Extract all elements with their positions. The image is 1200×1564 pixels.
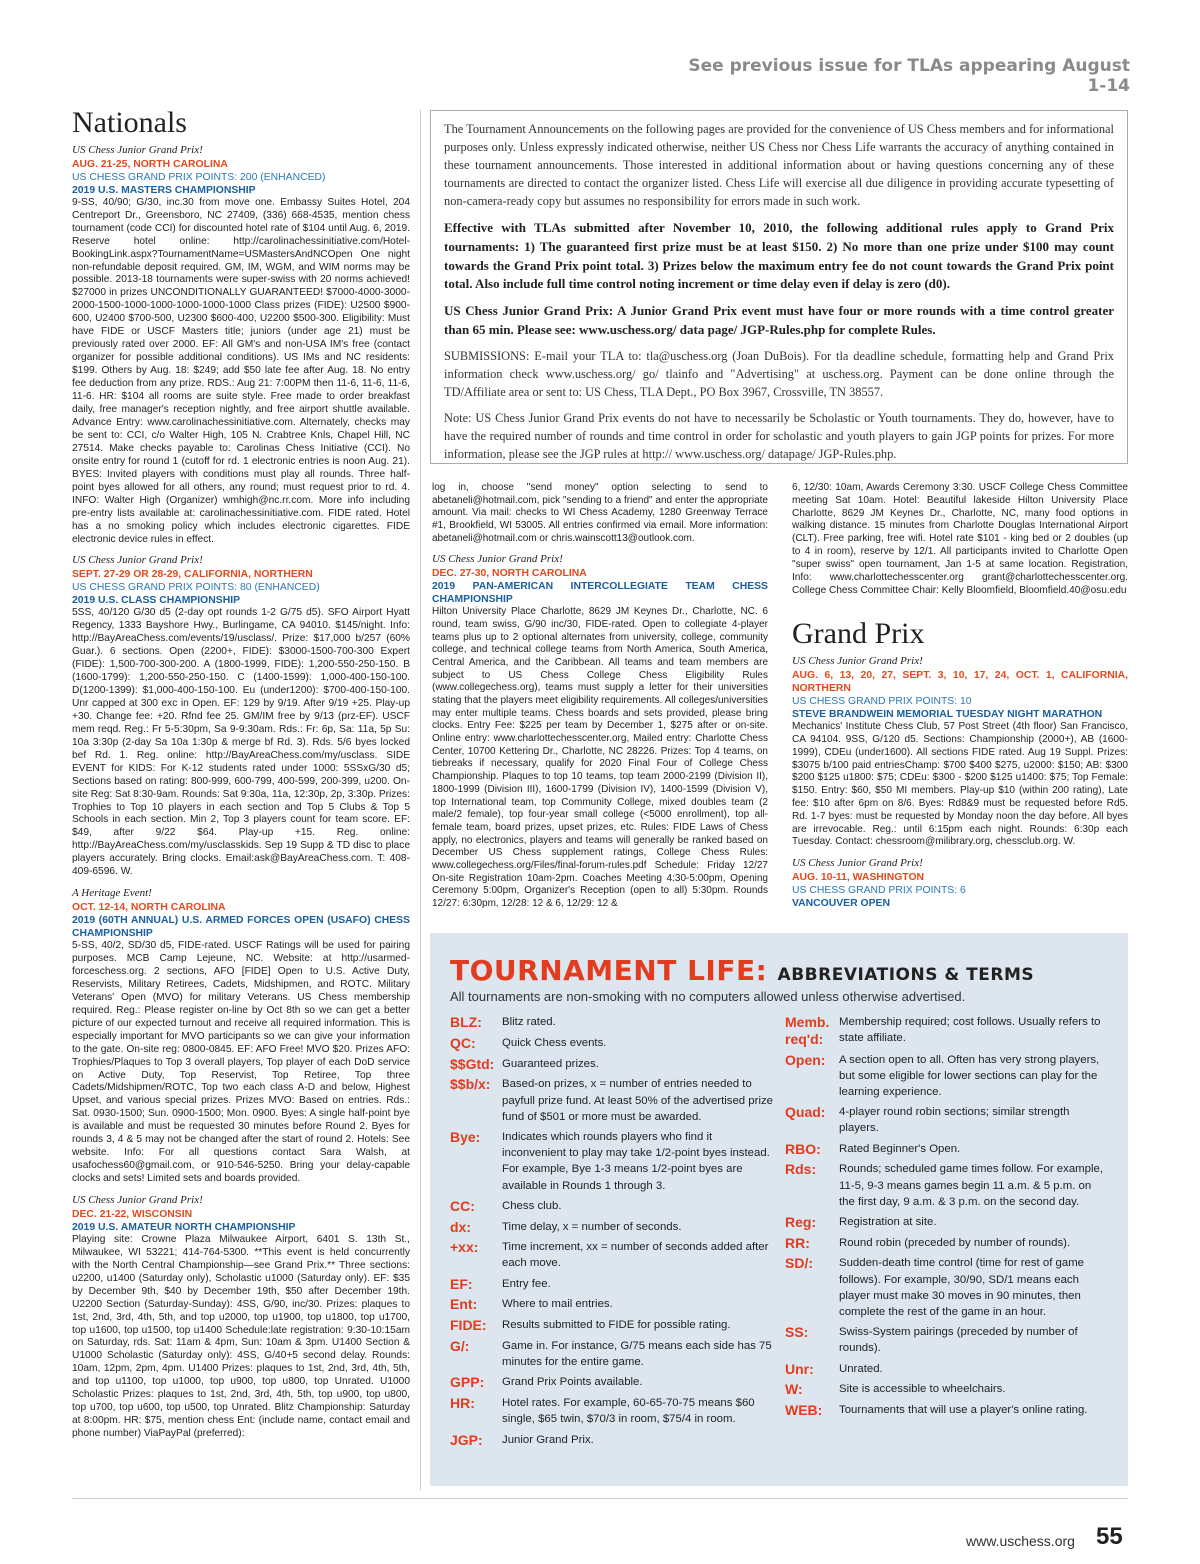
event-name: 2019 U.S. MASTERS CHAMPIONSHIP [72,184,256,196]
abbrev-definition: Time increment, xx = number of seconds added after each move. [502,1241,769,1270]
abbrev-row [785,1402,1108,1419]
abbrev-row [450,1374,773,1391]
abbrev-definition: Swiss-System pairings (preceded by number of rounds). [839,1326,1078,1355]
abbrev-row [450,1129,773,1194]
abbrev-definition: Time delay, x = number of seconds. [502,1220,682,1233]
section-title-nationals: Nationals [72,106,187,139]
abbrev-key: Reg: [785,1213,817,1230]
abbrev-key: +xx: [450,1239,479,1256]
event-tag: US Chess Junior Grand Prix! [72,554,203,567]
abbrev-key: Memb. req'd: [785,1014,830,1047]
event-date: AUG. 6, 13, 20, 27, SEPT. 3, 10, 17, 24, OCT. 1, CALIFORNIA, NORTHERN [792,670,1128,695]
tournament-life-box [430,933,1128,1486]
abbrev-definition: Junior Grand Prix. [502,1433,594,1446]
abbrev-key: RR: [785,1234,810,1251]
abbrev-definition: Where to mail entries. [502,1298,613,1311]
abbrev-key: Bye: [450,1128,481,1145]
top-note: See previous issue for TLAs appearing August 1-14 [688,56,1130,96]
abbrev-row [450,1014,773,1031]
abbrev-definition: Guaranteed prizes. [502,1057,599,1070]
abbrev-definition: Unrated. [839,1362,883,1375]
event-date: DEC. 27-30, NORTH CAROLINA [432,568,587,580]
abbrev-definition: 4-player round robin sections; similar strength players. [839,1106,1070,1135]
abbrev-row [450,1076,773,1125]
page-number: 55 [1096,1523,1123,1550]
right-column [792,482,1128,910]
abbrev-key: Rds: [785,1161,817,1178]
abbrev-row [785,1381,1108,1398]
event-name: 2019 U.S. AMATEUR NORTH CHAMPIONSHIP [72,1221,296,1233]
abbrev-definition: Round robin (preceded by number of rounds). [839,1236,1071,1249]
event-name: STEVE BRANDWEIN MEMORIAL TUESDAY NIGHT MARATHON [792,709,1103,721]
abbrev-key: RBO: [785,1140,821,1157]
abbrev-definition: Rounds; scheduled game times follow. For example, 11-5, 9-3 means games begin 11 a.m. & 5 p.m. on the first day, 9 a.m. & 3 p.m. on the second day. [839,1163,1104,1208]
abbrev-definition: Sudden-death time control (time for rest of game follows). For example, 30/90, SD/1 means each player must make 30 moves in 90 minutes, then complete the rest of the game in an hour. [839,1257,1085,1319]
abbrev-key: Open: [785,1051,826,1068]
abbrev-row [450,1219,773,1236]
abbrev-row [785,1141,1108,1158]
abbrev-definition: Quick Chess events. [502,1036,607,1049]
abbrev-key: QC: [450,1034,476,1051]
abbrev-definition: Indicates which rounds players who find it inconvenient to play may take 1/2-point byes instead. For example, Bye 1-3 means 1/2-point byes are available in Rounds 1 through 3. [502,1130,770,1192]
event-date: OCT. 12-14, NORTH CAROLINA [72,902,226,913]
abbrev-key: dx: [450,1218,471,1235]
event-tag: US Chess Junior Grand Prix! [72,144,203,156]
section-title-grand-prix: Grand Prix [792,617,925,651]
event-gp-points: US CHESS GRAND PRIX POINTS: 10 [792,696,972,708]
abbrev-definition: Blitz rated. [502,1016,556,1028]
event-date: DEC. 21-22, WISCONSIN [72,1208,193,1220]
abbrev-key: Unr: [785,1360,814,1377]
abbrev-key: EF: [450,1275,473,1292]
abbrev-definition: Membership required; cost follows. Usually refers to state affiliate. [839,1016,1101,1045]
abbrev-row [450,1338,773,1370]
abbrev-key: FIDE: [450,1317,487,1334]
abbrev-key: HR: [450,1395,475,1412]
abbrev-key: JGP: [450,1431,483,1448]
abbrev-key: SD/: [785,1255,813,1272]
abbrev-key: WEB: [785,1402,823,1419]
continued-text: log in, choose "send money" option selecting to send to abetaneli@hotmail.com, pick "sending to a friend" and enter the appropriate amount. Via mail: checks to WI Chess Academy, 1280 Greenway Terrace #1, Brookfield, WI 53005. All entries confirmed via email. More information: abetaneli@hotmail.com or chris.wainscott13@outlook.com. [432,482,768,544]
abbrev-row [785,1014,1108,1048]
event-gp-points: US CHESS GRAND PRIX POINTS: 200 (ENHANCED) [72,171,326,183]
event-tag: US Chess Junior Grand Prix! [792,655,923,668]
abbrev-definition: Site is accessible to wheelchairs. [839,1383,1006,1396]
abbrev-definition: Hotel rates. For example, 60-65-70-75 means $60 single, $65 twin, $70/3 in room, $75/4 in room. [502,1397,755,1426]
abbrev-definition: Game in. For instance, G/75 means each side has 75 minutes for the entire game. [502,1340,772,1369]
event-name: 2019 PAN-AMERICAN INTERCOLLEGIATE TEAM CHESS CHAMPIONSHIP [432,581,768,606]
abbrev-row [785,1052,1108,1101]
abbrev-definition: Grand Prix Points available. [502,1376,643,1389]
abbrev-definition: Registration at site. [839,1215,937,1228]
abbrev-row [450,1239,773,1271]
footer-url: www.uschess.org [966,1533,1075,1549]
event-tag: US Chess Junior Grand Prix! [72,1194,203,1207]
middle-column [432,482,768,911]
abbrev-row [450,1198,773,1215]
event-tag: US Chess Junior Grand Prix! [432,553,563,566]
event-body: Mechanics' Institute Chess Club, 57 Post Street (4th floor) San Francisco, CA 94104. 9SS, G/120 d5. Sections: Championship (2000+), AB (1600-1999), CDEu (under1600). All sections FIDE rated. Aug 19 Suppl. Prizes: $3075 b/100 paid entriesChamp: $700 $400 $275, u2000: $150; AB: $300 $200 $125 u1800: $75; CDEu: $300 - $200 $125 u1400: $75; Top Female: $150. Entry: $60, $50 MI members. Play-up $10 (within 200 rating), Late fee: $10 after 6pm on 8/6. Byes: Rd8&9 must be requested before Rd5. Rd. 1-7 byes: must be requested by Monday noon the day before. All byes are irrevocable. Reg.: until 6:15pm each night. Rounds: 6:30p each Tuesday. Contact: chessroom@milibrary.org, chessclub.org. W. [792,721,1128,848]
event-body: 5SS, 40/120 G/30 d5 (2-day opt rounds 1-2 G/75 d5). SFO Airport Hyatt Regency, 1333 Bayshore Hwy., Burlingame, CA 94010. $145/night. Info: http://BayAreaChess.com/events/19/usclass/. Prize: $17,000 b/257 (60% Guar.). 6 sections. Open (2200+, FIDE): $3000-1500-700-300 Expert (FIDE): 1,500-700-300-200. A (1800-1999, FIDE): 1,200-550-250-150. B (1600-1799): 1,200-550-250-150. C (1400-1599): 1,000-400-150-100. D(1200-1399): $1,000-400-150-100. Eu (under1200): $700-400-150-100. Unr capped at 300 exc in Open. EF: 129 by 9/19. After 9/19 +25. Play-up +30. Change fee: +20. Rfnd fee 25. GM/IM free by 9/13 (prz-EF). USCF mem reqd. Reg.: Fr 5-5:30pm, Sa 9-9:30am. Rds.: Fr: 6p, Sa: 11a, 5p Su: 10a 3:30p (2-day Sa 10a 1:30p & merge bf Rd. 3). Rds. 5/6 byes locked bef Rd. 1. Reg. online: http://BayAreaChess.com/my/usclass. SIDE EVENT for KIDS: For K-12 students rated under 1000: 5SSxG/30 d5; Sections based on rating: 800-999, 600-799, 400-599, 200-399, u200. On-site Reg: Sat 8:30-9am. Rounds: Sat 9:30a, 11a, 12:30p, 2p, 3:30p. Prizes: Trophies to Top 10 players in each section and Top 5 Clubs & Top 5 Schools in each section. Min 2, Top 3 players count for team score. EF: $49, after 9/22 $64. Play-up +15. Reg. online: http://BayAreaChess.com/my/usclasskids. Sep 19 Supp & TD disc to place players accurately. Bring clocks. Email:ask@BayAreaChess.com. T: 408-409-6596. W. [72,607,410,878]
event-name: 2019 (60TH ANNUAL) U.S. ARMED FORCES OPEN (USAFO) CHESS CHAMPIONSHIP [72,915,410,939]
event-body: 9-SS, 40/90; G/30, inc.30 from move one. Embassy Suites Hotel, 204 Centreport Dr., Greensboro, NC 27409, (336) 668-4535, mention chess tournament (code CCI) for discounted hotel rate of $104 until Aug. 6, 2019. Reserve hotel online: http://carolinachessinitiative.com/Hotel-BookingLink.aspx?TournamentName=USMastersAndNCOpen One night non-refundable deposit required. GM, IM, WGM, and WIM norms may be possible. 2013-18 tournaments were super-swiss with 20 norms achieved! $27000 in prizes UNCONDITIONALLY GUARANTEED! $7000-4000-3000-2000-1500-1000-1000-1000-1000-1000 Class prizes (FIDE): U2500 $900-600, U2400 $700-500, U2300 $600-400, U2200 $500-300. Eligibility: Must have FIDE or USCF Masters title; juniors (under age 21) must be previously rated over 2000. EF: All GM's and non-USA IM's free (contact organizer for possible additional conditions). US IMs and NC residents: $199. Others by Aug. 18: $249; add $50 late fee after Aug. 18. No entry fee deduction from any prize. RDS.: Aug 21: 7:00PM then 11-6, 11-6, 11-6, 11-6. HR: $104 all rooms are suite style. Free made to order breakfast daily, free manager's reception nightly, and free airport shuttle available. Advance Entry: www.carolinachessinitiative.com. Alternately, checks may be sent to: CCI, c/o Walter High, 105 N. Crabtree Knls, Chapel Hill, NC 27514. Make checks payable to: Carolinas Chess Initiative (CCI). No onsite entry for round 1 (cutoff for rd. 1 electronic entries is noon Aug. 21). BYES: Invited players with conditions must play all rounds. Three half-point byes allowed for all others, any round; must request prior to rd. 4. INFO: Walter High (Organizer) wmhigh@nc.rr.com. More info including pre-entry lists available at: carolinachessinitiative.com. FIDE rated. Hotel has a no smoking policy which includes electronic cigarettes. FIDE electronic device rules in effect. [72,196,410,545]
abbrev-row [450,1395,773,1427]
abbrev-row [785,1161,1108,1210]
tournament-life-title: TOURNAMENT LIFE: ABBREVIATIONS & TERMS [450,954,1035,987]
abbrev-definition: Based-on prizes, x = number of entries needed to payfull prize fund. At least 50% of the advertised prize fund of $501 or more must be awarded. [502,1078,773,1123]
abbrev-row [450,1056,773,1073]
abbrev-row [785,1104,1108,1136]
abbrev-key: $$b/x: [450,1076,491,1093]
abbrev-definition: Entry fee. [502,1277,551,1290]
abbrev-definition: A section open to all. Often has very strong players, but some eligible for lower sections can play for the learning experience. [839,1053,1100,1098]
page-footer [72,1498,1128,1550]
abbrev-key: CC: [450,1197,475,1214]
abbrev-row [450,1296,773,1313]
event-name: 2019 U.S. CLASS CHAMPIONSHIP [72,595,241,607]
notice-junior-grand-prix: US Chess Junior Grand Prix: A Junior Grand Prix event must have four or more rounds with a time control greater than 65 min. Please see: www.uschess.org/ data page/ JGP-Rules.php for complete Rules. [444,303,1114,338]
abbrev-list-right [785,1014,1108,1452]
event-date: AUG. 10-11, WASHINGTON [792,871,925,883]
abbrev-key: Quad: [785,1104,826,1121]
notice-disclaimer: The Tournament Announcements on the following pages are provided for the convenience of US Chess members and for informational purposes only. Unless expressly indicated otherwise, neither US Chess nor Chess Life warrants the accuracy of anything contained in these tournament announcements. Those interested in additional information about or having questions concerning any of these tournaments are directed to contact the organizer listed. Chess Life will exercise all due diligence in providing accurate typesetting of non-camera-ready copy but assumes no responsibility for errors made in such work. [444,122,1114,208]
abbrev-definition: Tournaments that will use a player's online rating. [839,1404,1088,1417]
event-gp-points: US CHESS GRAND PRIX POINTS: 6 [792,884,966,896]
notice-submissions: SUBMISSIONS: E-mail your TLA to: tla@uschess.org (Joan DuBois). For tla deadline schedule, formatting help and Grand Prix information check www.uschess.org/ go/ tlainfo and "Advertising" at uschess.org. Payment can be done online through the TD/Affiliate area or sent to: US Chess, TLA Dept., PO Box 3967, Crossville, TN 38557. [444,348,1114,399]
notice-grand-prix-rules: Effective with TLAs submitted after November 10, 2010, the following additional rules apply to Grand Prix tournaments: 1) The guaranteed first prize must be at least $150. 2) No more than one prize under $100 may count towards the Grand Prix point total. 3) Prizes below the maximum entry fee do not count towards the Grand Prix point total. Also include full time control noting increment or time delay even if delay is zero (d0). [444,219,1114,292]
abbrev-row [785,1255,1108,1320]
abbrev-definition: Rated Beginner's Open. [839,1142,961,1155]
abbrev-row [450,1035,773,1052]
abbrev-definition: Results submitted to FIDE for possible rating. [502,1319,731,1332]
event-tag: A Heritage Event! [72,887,152,900]
abbrev-key: Ent: [450,1296,478,1313]
abbrev-key: BLZ: [450,1014,482,1030]
event-gp-points: US CHESS GRAND PRIX POINTS: 80 (ENHANCED) [72,582,320,594]
abbrev-row [450,1276,773,1293]
event-name: VANCOUVER OPEN [792,897,890,909]
abbrev-row [450,1317,773,1334]
event-date: SEPT. 27-29 OR 28-29, CALIFORNIA, NORTHERN [72,569,313,581]
abbrev-row [450,1432,773,1449]
event-body: Hilton University Place Charlotte, 8629 JM Keynes Dr., Charlotte, NC. 6 round, team swiss, G/90 inc/30, FIDE-rated. Open to collegiate 4-player teams plus up to 2 optional alternates from university, college, community college, and technical college teams from North America, South America, Central America, and the Caribbean. All teams and team members are subject to US Chess College Chess Eligibility Rules (www.collegechess.org), teams must supply a letter for their universities stating that the players meet eligibility requirements. All colleges/universities may enter multiple teams. Chess boards and sets provided, please bring clocks. Entry Fee: $225 per team by December 1, $275 after or on-site. Online entry: www.charlottechesscenter.org, Mailed entry: Charlotte Chess Center, 10700 Kettering Dr., Charlotte, NC 28226. Prizes: Top 4 teams, on tiebreaks if necessary, qualify for 2020 Final Four of College Chess Championship. Plaques to top 10 teams, top team 2000-2199 (Division II), 1800-1999 (Division III), 1600-1799 (Division IV), 1400-1599 (Division V), top International team, top Community College, mixed doubles team (2 male/2 female), top four-year small college (<5000 enrollment), top all-female team, board prizes, upset prizes, etc. Rules: FIDE Laws of Chess apply, no electronics, players and teams will generally be ranked based on December US Chess supplement ratings, College Chess Rules: www.collegechess.org/Files/final-forum-rules.pdf Schedule: Friday 12/27 On-site Registration 10am-2pm. Coaches Meeting 4:30-5:00pm, Opening Ceremony 5:00pm, Organizer's Reception (open to all) 5:30pm. Rounds 12/27: 6:30pm, 12/28: 12 & 6, 12/29: 12 & [432,606,768,909]
abbrev-definition: Chess club. [502,1199,562,1212]
event-date: AUG. 21-25, NORTH CAROLINA [72,158,228,170]
abbrev-key: $$Gtd: [450,1055,495,1072]
event-tag: US Chess Junior Grand Prix! [792,857,923,870]
column-divider [420,110,421,1490]
abbrev-row [785,1361,1108,1378]
notice-jgp-note: Note: US Chess Junior Grand Prix events do not have to necessarily be Scholastic or Youth tournaments. They do, however, have to have the required number of rounds and time control in order for scholastic and youth players to gain JGP points for prizes. For more information, please see the JGP rules at http:// www.uschess.org/ datapage/ JGP-Rules.php. [444,410,1114,461]
abbrev-key: G/: [450,1338,470,1355]
abbrev-key: W: [785,1381,803,1398]
event-body: Playing site: Crowne Plaza Milwaukee Airport, 6401 S. 13th St., Milwaukee, WI 53221; 414-764-5300. **This event is held concurrently with the North Central Championship—see Grand Prix.** Three sections: u2200, u1400 (Saturday only), Scholastic u1000 (Saturday only). EF: $35 by December 9th, $40 by December 19th, $50 after December 19th. U2200 Section (Saturday-Sunday): 4SS, G/90, inc/30. Prizes: plaques to 1st, 2nd, 3rd, 4th, 5th, and top u2000, top u1900, top u1800, top u1700, top u1600, top u1500, top u1400 Schedule:late registration: 9:30-10:15am on Saturday, rds. Sat: 11am & 4pm, Sun: 10am & 3pm. U1400 Section & U1000 Scholastic (Saturday only): 4SS, G/40+5 second delay. Rounds: 10am, 12pm, 2pm, 4pm. U1400 Prizes: plaques to 1st, 2nd, 3rd, 4th, 5th, and top u1100, top u1000, top u900, top u800, top Unrated. U1000 Scholastic Prizes: plaques to 1st, 2nd, 3rd, 4th, 5th, top u900, top u800, top u700, top u600, top u500, top Unrated. Blitz Championship: Saturday at 8:00pm. HR: $75, mention chess Ent: (include name, contact email and phone number) ViaPayPal (preferred): [72,1233,410,1440]
abbrev-row [785,1235,1108,1252]
tournament-life-subtitle: All tournaments are non-smoking with no computers allowed unless otherwise advertised. [450,989,966,1004]
abbrev-row [785,1214,1108,1231]
event-body: 5-SS, 40/2, SD/30 d5, FIDE-rated. USCF Ratings will be used for pairing purposes. MCB Camp Lejeune, NC. Website: at http://usarmed-forceschess.org. 2 sections, AFO [FIDE] Open to U.S. Active Duty, Reservists, Military Retirees, Cadets, Midshipmen, and ROTC. Military Veterans' Open (MVO) for military Veterans. US Chess membership required. Reg.: Please register on-line by Oct 8th so we can get a better picture of our expected turnout and receive all required information. This is especially important for MVO participants so we can give your information to the gate. On-site reg: 0800-0845. EF: AFO Free! MVO $20. Prizes AFO: Trophies/Plaques to Top 3 overall players, Top player of each DoD service on Active Duty, Top Reservist, Top Retiree, Top three Cadets/Midshipmen/ROTC, Top two each class A-D and below, Highest Upset, and various special prizes. Prizes MVO: Based on entries. Rds.: Sat. 0930-1500; Sun. 0900-1500; Mon. 0900. Byes: A single half-point bye is available and must be requested 30 minutes before Round 2. Byes for rounds 3, 4 & 5 may not be changed after the start of round 2. Hotels: See website. Info: For all questions contact Sara Walsh, at usafochess60@gmail.com, or 910-546-5250. Bring your delay-capable clocks and sets! Limited sets and boards provided. [72,940,410,1185]
abbrev-key: SS: [785,1324,809,1341]
abbrev-row [785,1324,1108,1356]
abbrev-list-left [450,1014,773,1452]
nationals-column [72,108,410,1441]
tla-notice-box [430,110,1128,464]
continued-text: 6, 12/30: 10am, Awards Ceremony 3:30. USCF College Chess Committee meeting Sat 10am. Hotel: Beautiful lakeside Hilton University Place Charlotte, 8629 JM Keynes Dr., Charlotte, NC, many food options in walking distance. 15 minutes from Charlotte Douglas International Airport (CLT). Free parking, free wifi. Hotel rate $101 - king bed or 2 doubles (up to 4 in room), reserve by 12/1. All participants invited to Charlotte Open "super swiss" open tournament, Jan 1-5 at same location. Registration, Info: www.charlottechesscenter.org grant@charlottechesscenter.org. College Chess Committee Chair: Kelly Bloomfield, Bloomfield.40@osu.edu [792,482,1128,596]
abbrev-key: GPP: [450,1374,485,1391]
